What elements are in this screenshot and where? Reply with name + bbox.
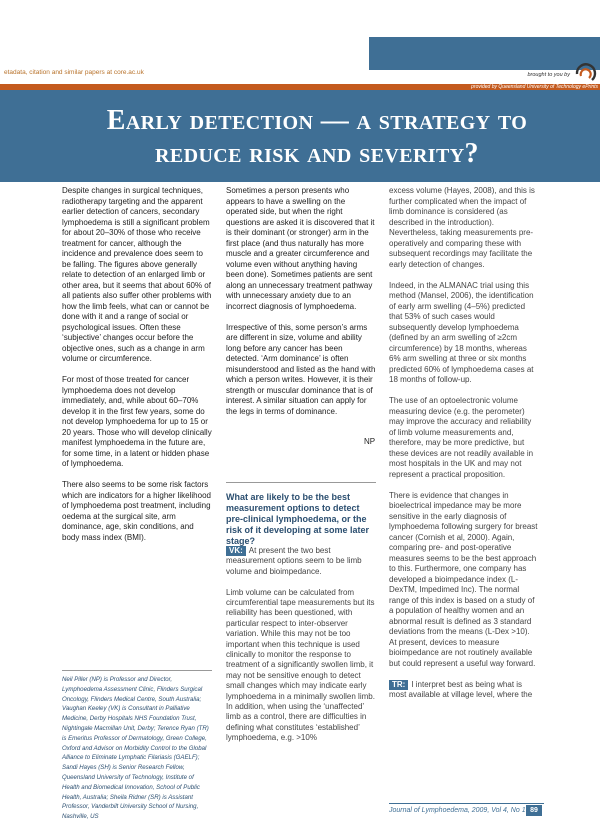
col2-paragraph: Irrespective of this, some person’s arms are different in size, volume and ability long before any cancer has been detected. ‘Arm dominance’ is often misunderstood and listed as the hand with which a person writes. However, it is their strength or muscular dominance that is of interest. A similar situation can apply for the legs in terms of dominance. (226, 322, 376, 416)
col1-paragraph: There also seems to be some risk factors which are indicators for a higher likelihood of lymphoedema post treatment, including oedema at the surgical site, arm dominance, age, skin conditions, and body mass index (BMI). (62, 480, 211, 542)
question-heading: What are likely to be the best measurement options to detect pre-clinical lymphoedema, or the risk of it developing at some later stage? (226, 492, 370, 546)
vk-paragraph: Limb volume can be calculated from circumferential tape measurements but its reliability has been questioned, with particular respect to inter-observer variation. While this may not be too important when this technique is used clinically to monitor the response to treatment of a significantly swollen limb, it may not be sensitive enough to detect small changes which may indicate early lymphoedema in a minimally swollen limb. In addition, when using the ‘unaffected’ limb as a control, there are difficulties in defining what constitutes ‘established’ lymphoedema, e.g. >10% (226, 587, 375, 743)
header-color-box (369, 37, 600, 70)
col3-paragraph: There is evidence that changes in bioelectrical impedance may be more sensitive in the early diagnosis of lymphoedema following surgery for breast cancer (Cornish et al, 2000). Again, comparing pre- and post-operative measures seems to be the best approach to this. Furthermore, one company has developed a bioimpedance index (L-DexTM, Impedimed Inc). The normal range of this index is based on a study of a population of healthy women and an abnormal result is defined as 3 standard deviations from the means (L-Dex >10). At present, devices to measure bioimpedance are not routinely available but could represent a useful way forward. (389, 490, 538, 668)
journal-citation: Journal of Lymphoedema, 2009, Vol 4, No 1 (389, 807, 526, 814)
vk-answer (226, 546, 376, 577)
article-title: Early detection — a strategy to reduce risk and severity? (106, 105, 528, 169)
author-bios: Neil Piller (NP) is Professor and Director, Lymphoedema Assessment Clinic, Flinders Surgical Oncology, Flinders Medical Centre, South Australia; Vaughan Keeley (VK) is Consultant in Palliative Medicine, Derby Hospitals NHS Foundation Trust, Nightingale Macmillan Unit, Derby; Terence Ryan (TR) is Emeritus Professor of Dermatology, Green College, Oxford and Advisor on Morbidity Control to the Global Alliance to Eliminate Lymphatic Filariasis (GAELF); Sandi Hayes (SH) is Senior Research Fellow, Queensland University of Technology, Institute of Health and Biomedical Innovation, School of Public Health, Australia; Sheila Ridner (SR) is Assistant Professor, Vanderbilt University School of Nursing, Nashville, US (62, 676, 209, 821)
question-divider (226, 482, 376, 483)
brought-to-you-label: brought to you by (527, 72, 570, 78)
column-1 (62, 186, 212, 554)
provided-by-label[interactable]: provided by Queensland University of Technology ePrints (471, 84, 598, 90)
col3-paragraph: Indeed, in the ALMANAC trial using this method (Mansel, 2006), the identification of early arm swelling (4–5%) predicted that 53% of such cases would subsequently develop lymphoedema (defined by an arm swelling of ≥2cm circumference) by 18 months, whereas 6% arm swelling at three or six months predicted 60% of lymphoedema cases at 18 months of follow-up. (389, 280, 534, 384)
vk-tag: VK: (226, 546, 246, 556)
core-link[interactable]: etadata, citation and similar papers at core.ac.uk (4, 69, 144, 76)
core-logo-icon (572, 60, 600, 84)
np-signature: NP (364, 437, 376, 446)
footer-divider (389, 803, 544, 804)
column-3 (389, 186, 539, 711)
col3-paragraph: The use of an optoelectronic volume measuring device (e.g. the perometer) may improve the accuracy and reliability of limb volume measurements and, therefore, may be more predictive, but these devices are not readily available in most hospitals in the UK and may not represent a practical proposition. (389, 396, 534, 479)
vk-text: At present the two best measurement options seem to be limb volume and bioimpedance. (226, 546, 362, 576)
col3-paragraph: excess volume (Hayes, 2008), and this is further complicated when the impact of limb dominance is considered (as described in the introduction). Nevertheless, taking measurements pre-operatively and comparing these with subsequent recordings may facilitate the early detection of changes. (389, 186, 535, 269)
question-answer (226, 546, 376, 754)
col2-paragraph: Sometimes a person presents who appears to have a swelling on the operated side, but when the right questions are asked it is discovered that it is their dominant (or stronger) arm in the first place (and thus naturally has more muscle and a greater circumference and volume even without anything having been done). Sometimes patients are sent along an unnecessary treatment pathway with unnecessary anxiety due to an incorrect diagnosis of lymphoedema. (226, 186, 375, 311)
col1-paragraph: Despite changes in surgical techniques, radiotherapy targeting and the apparent earlier detection of cancers, secondary lymphoedema is still a significant problem for about 20–30% of those who receive treatment for cancer, although the incidence and prevalence does seem to be falling. The figures above generally relate to detection of an enlarged limb or other area, but it seems that about 60% of all patients also suffer other problems with how the limb feels, what can or cannot be done with it and a range of social or psychological issues. Often these ‘subjective’ changes occur before the objective ones, such as a change in arm volume or circumference. (62, 186, 212, 363)
tr-text: I interpret best as being what is most available at village level, where the (389, 679, 533, 699)
bio-divider (62, 670, 212, 671)
column-2 (226, 186, 376, 428)
page-number: 89 (526, 805, 542, 816)
col1-paragraph: For most of those treated for cancer lymphoedema does not develop immediately, and, while about 60–70% develop it in the first few years, some do not develop lymphoedema for up to 15 or 20 years. Those who will develop clinically manifest lymphoedema in the future are, for some time, in a latent or hidden phase of lymphoedema. (62, 375, 212, 468)
tr-tag: TR: (389, 680, 408, 690)
tr-answer (389, 680, 539, 701)
